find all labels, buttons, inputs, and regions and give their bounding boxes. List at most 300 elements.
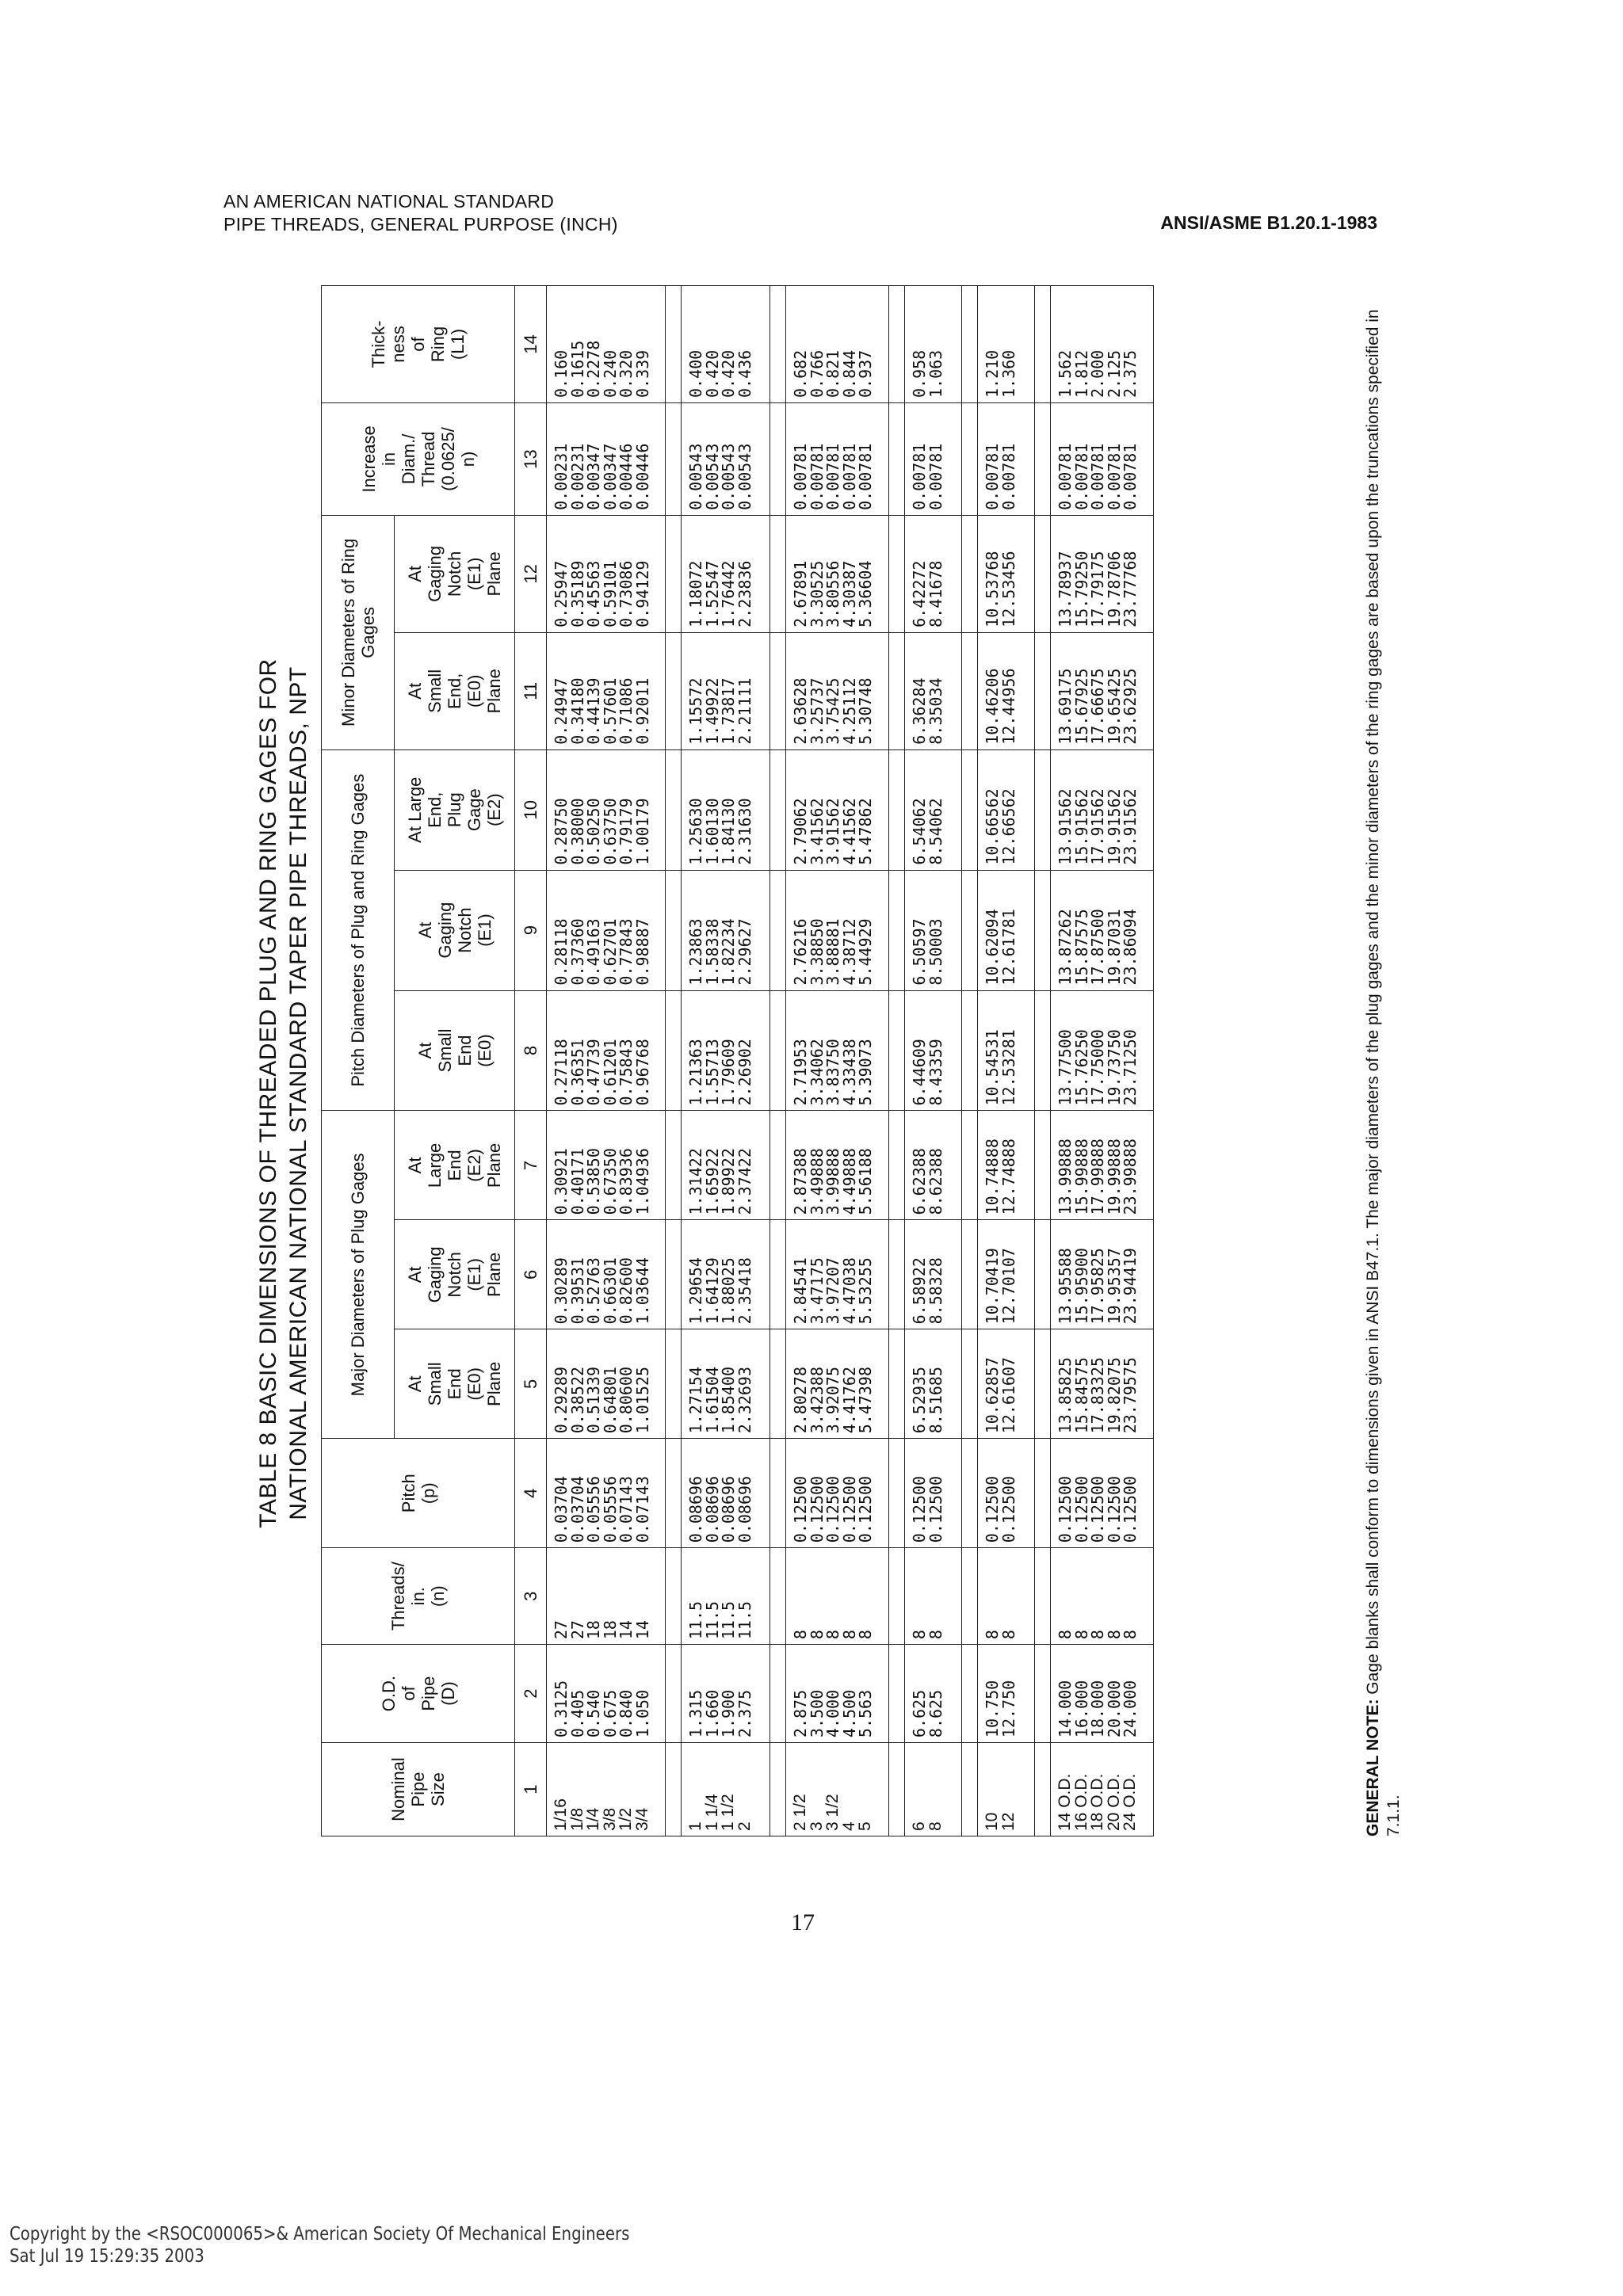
spacer-cell bbox=[962, 286, 978, 403]
cell-pd-e0 bbox=[978, 990, 1035, 1111]
col-header-13 bbox=[322, 403, 515, 516]
cell-value: 0.420 bbox=[702, 349, 722, 399]
cell-value: 0.937 bbox=[856, 349, 875, 399]
cell-value: 3.91562 bbox=[823, 798, 842, 865]
cell-maj-e1 bbox=[905, 1220, 962, 1329]
col-number-14: 14 bbox=[515, 286, 547, 403]
cell-value: 0.12500 bbox=[1121, 1475, 1140, 1543]
cell-value: 13.87262 bbox=[1056, 909, 1075, 986]
cell-value: 17.91562 bbox=[1088, 788, 1107, 865]
cell-value: 12.750 bbox=[999, 1680, 1018, 1738]
cell-value: 0.821 bbox=[823, 349, 842, 399]
table-row-group bbox=[682, 286, 770, 1836]
cell-value: 2.000 bbox=[1088, 349, 1107, 399]
cell-value: 14 bbox=[617, 1620, 636, 1640]
cell-value: 8 bbox=[1056, 1630, 1075, 1640]
cell-value: 0.05556 bbox=[600, 1475, 620, 1543]
col-number-8: 8 bbox=[515, 990, 547, 1111]
cell-value: 3 bbox=[807, 1821, 826, 1831]
col-header-1 bbox=[322, 1743, 515, 1836]
cell-value: 2.23836 bbox=[735, 560, 754, 627]
spacer-cell bbox=[770, 286, 786, 403]
cell-value: 0.320 bbox=[617, 349, 636, 399]
spacer-cell bbox=[1035, 1548, 1051, 1645]
cell-pd-e1 bbox=[1051, 870, 1154, 990]
cell-value: 0.12500 bbox=[926, 1475, 945, 1543]
cell-value: 6.50597 bbox=[910, 918, 929, 986]
header-label-line: in bbox=[378, 452, 399, 467]
cell-value: 19.91562 bbox=[1104, 788, 1124, 865]
spacer-cell bbox=[666, 1329, 682, 1439]
cell-value: 0.07143 bbox=[617, 1475, 636, 1543]
cell-value: 6.44609 bbox=[910, 1039, 929, 1106]
header-label-line: of bbox=[408, 337, 428, 352]
cell-value: 10.74888 bbox=[983, 1138, 1002, 1215]
cell-value: 13.85825 bbox=[1056, 1356, 1075, 1434]
header-label-line: Gage bbox=[464, 788, 484, 832]
header-label-line: Threads/ bbox=[388, 1562, 408, 1631]
cell-pitch bbox=[682, 1439, 770, 1548]
header-label-line: At bbox=[405, 1266, 425, 1283]
spacer-cell bbox=[962, 515, 978, 632]
cell-value: 0.47739 bbox=[584, 1039, 603, 1106]
spacer-cell bbox=[666, 515, 682, 632]
cell-value: 13.69175 bbox=[1056, 668, 1075, 745]
table-body bbox=[547, 286, 1154, 1836]
minor-diameter-group-header: Minor Diameters of Ring Gages bbox=[322, 515, 395, 749]
cell-value: 6.58922 bbox=[910, 1257, 929, 1325]
cell-value: 11.5 bbox=[702, 1600, 722, 1640]
header-label-line: End, bbox=[425, 791, 445, 828]
cell-value: 0.436 bbox=[735, 349, 754, 399]
cell-value: 8 bbox=[999, 1630, 1018, 1640]
cell-value: 0.3125 bbox=[552, 1680, 571, 1738]
spacer-cell bbox=[770, 632, 786, 749]
cell-value: 8.35034 bbox=[926, 677, 945, 745]
cell-incr bbox=[547, 403, 666, 516]
cell-value: 15.67925 bbox=[1071, 668, 1091, 745]
cell-pd-e0 bbox=[905, 990, 962, 1111]
cell-value: 11.5 bbox=[686, 1600, 705, 1640]
cell-value: 23.77768 bbox=[1121, 551, 1140, 627]
cell-value: 0.34180 bbox=[567, 677, 587, 745]
running-header bbox=[223, 190, 618, 236]
cell-value: 3.47175 bbox=[807, 1257, 827, 1325]
header-label-line: At bbox=[405, 565, 425, 582]
cell-value: 0.79179 bbox=[617, 798, 636, 865]
cell-value: 8 bbox=[1071, 1630, 1091, 1640]
cell-value: 23.94419 bbox=[1121, 1248, 1140, 1325]
spacer-cell bbox=[962, 1743, 978, 1836]
cell-value: 17.87500 bbox=[1088, 909, 1107, 986]
cell-value: 8 bbox=[791, 1630, 810, 1640]
spacer-cell bbox=[1035, 870, 1051, 990]
header-label-line: Gaging bbox=[425, 1246, 445, 1303]
cell-min-e0 bbox=[786, 632, 889, 749]
spacer-cell bbox=[962, 403, 978, 516]
cell-value: 8.41678 bbox=[926, 560, 945, 627]
cell-value: 5.47862 bbox=[856, 798, 875, 865]
spacer-cell bbox=[666, 749, 682, 870]
cell-value: 0.08696 bbox=[735, 1475, 754, 1543]
header-label-line: At bbox=[405, 1375, 425, 1393]
cell-value: 13.99888 bbox=[1056, 1138, 1075, 1215]
header-label-line: (E1) bbox=[474, 913, 495, 947]
header-label-line: Diam./ bbox=[398, 433, 418, 485]
cell-value: 1 1/4 bbox=[702, 1794, 721, 1831]
cell-value: 19.73750 bbox=[1104, 1029, 1124, 1106]
cell-value: 3.99888 bbox=[823, 1148, 842, 1215]
spacer-cell bbox=[962, 1439, 978, 1548]
cell-value: 0.50250 bbox=[584, 798, 603, 865]
cell-value: 1.360 bbox=[999, 349, 1018, 399]
cell-pd-e1 bbox=[905, 870, 962, 990]
cell-value: 0.94129 bbox=[632, 560, 652, 627]
header-label-line: (E0) bbox=[464, 674, 484, 708]
header-label-line: (D) bbox=[437, 1681, 458, 1706]
cell-value: 4.33438 bbox=[839, 1039, 859, 1106]
spacer-cell bbox=[1035, 1645, 1051, 1743]
cell-value: 0.28118 bbox=[552, 918, 571, 986]
cell-value: 0.27118 bbox=[552, 1039, 571, 1106]
header-label-line: Notch bbox=[454, 907, 475, 953]
cell-value: 0.400 bbox=[686, 349, 705, 399]
cell-value: 13.77500 bbox=[1056, 1029, 1075, 1106]
header-label-line: Size bbox=[428, 1772, 448, 1806]
cell-value: 0.53850 bbox=[584, 1148, 603, 1215]
col-number-1: 1 bbox=[515, 1743, 547, 1836]
cell-value: 0.25947 bbox=[552, 560, 571, 627]
cell-value: 19.78706 bbox=[1104, 551, 1124, 627]
cell-value: 0.12500 bbox=[1104, 1475, 1124, 1543]
cell-value: 8.54062 bbox=[926, 798, 945, 865]
spacer-cell bbox=[889, 749, 905, 870]
cell-value: 12.53456 bbox=[999, 551, 1018, 627]
cell-value: 27 bbox=[567, 1620, 587, 1640]
cell-value: 2.35418 bbox=[735, 1257, 754, 1325]
cell-value: 1.58338 bbox=[702, 918, 722, 986]
cell-pd-e0 bbox=[682, 990, 770, 1111]
cell-value: 0.82600 bbox=[617, 1257, 636, 1325]
cell-value: 1.00179 bbox=[632, 798, 652, 865]
cell-maj-e0 bbox=[978, 1329, 1035, 1439]
header-label-line: Ring bbox=[428, 326, 448, 363]
cell-value: 0.30921 bbox=[552, 1148, 571, 1215]
cell-value: 0.75843 bbox=[617, 1039, 636, 1106]
cell-value: 0.00543 bbox=[735, 443, 754, 510]
header-label-line: (L1) bbox=[448, 328, 468, 360]
cell-incr bbox=[682, 403, 770, 516]
spacer-cell bbox=[1035, 515, 1051, 632]
cell-value: 0.675 bbox=[600, 1689, 620, 1738]
cell-value: 2.80278 bbox=[791, 1367, 810, 1434]
cell-value: 3 1/2 bbox=[823, 1794, 842, 1831]
cell-incr bbox=[786, 403, 889, 516]
spacer-cell bbox=[889, 632, 905, 749]
cell-value: 23.79575 bbox=[1121, 1356, 1140, 1434]
cell-value: 0.00781 bbox=[1056, 443, 1075, 510]
cell-pd-e1 bbox=[978, 870, 1035, 990]
cell-value: 23.86094 bbox=[1121, 909, 1140, 986]
header-label-line: n) bbox=[457, 451, 478, 467]
header-label-line: Large bbox=[425, 1142, 445, 1188]
cell-value: 0.00446 bbox=[617, 443, 636, 510]
col-number-11: 11 bbox=[515, 632, 547, 749]
cell-value: 12.74888 bbox=[999, 1138, 1018, 1215]
cell-value: 3.42388 bbox=[807, 1367, 827, 1434]
gage-dimensions-table bbox=[321, 285, 1154, 1836]
header-label-line: End bbox=[454, 1035, 475, 1066]
cell-value: 19.65425 bbox=[1104, 668, 1124, 745]
header-label-line: End bbox=[445, 1368, 464, 1400]
cell-value: 8 bbox=[807, 1630, 827, 1640]
cell-value: 0.12500 bbox=[1088, 1475, 1107, 1543]
col-number-10: 10 bbox=[515, 749, 547, 870]
cell-value: 1/8 bbox=[567, 1807, 586, 1831]
spacer-cell bbox=[770, 1743, 786, 1836]
cell-value: 1.900 bbox=[719, 1689, 738, 1738]
cell-value: 12.61607 bbox=[999, 1356, 1018, 1434]
header-label-line: Thick- bbox=[369, 320, 388, 368]
col-header-8 bbox=[395, 990, 515, 1111]
cell-value: 10.70419 bbox=[983, 1248, 1002, 1325]
cell-value: 0.00781 bbox=[983, 443, 1002, 510]
spacer-cell bbox=[1035, 1329, 1051, 1439]
cell-od bbox=[547, 1645, 666, 1743]
spacer-cell bbox=[666, 1645, 682, 1743]
cell-thick bbox=[786, 286, 889, 403]
table-row-group bbox=[547, 286, 666, 1836]
cell-size bbox=[905, 1743, 962, 1836]
cell-pd-e2 bbox=[547, 749, 666, 870]
cell-value: 1 bbox=[686, 1821, 705, 1831]
cell-min-e0 bbox=[682, 632, 770, 749]
cell-od bbox=[1051, 1645, 1154, 1743]
cell-value: 1.15572 bbox=[686, 677, 705, 745]
col-number-7: 7 bbox=[515, 1111, 547, 1220]
cell-value: 0.12500 bbox=[1056, 1475, 1075, 1543]
cell-value: 0.36351 bbox=[567, 1039, 587, 1106]
header-label-line: (0.0625/ bbox=[437, 427, 458, 491]
spacer-cell bbox=[889, 1439, 905, 1548]
cell-value: 0.29289 bbox=[552, 1367, 571, 1434]
cell-pd-e1 bbox=[547, 870, 666, 990]
cell-pd-e0 bbox=[1051, 990, 1154, 1111]
spacer-cell bbox=[1035, 749, 1051, 870]
cell-value: 3.25737 bbox=[807, 677, 827, 745]
spacer-cell bbox=[962, 1220, 978, 1329]
cell-value: 4.30387 bbox=[839, 560, 859, 627]
group-header-row bbox=[322, 286, 395, 1836]
cell-value: 0.63750 bbox=[600, 798, 620, 865]
cell-value: 0.420 bbox=[719, 349, 738, 399]
cell-value: 11.5 bbox=[719, 1600, 738, 1640]
cell-value: 0.77843 bbox=[617, 918, 636, 986]
cell-maj-e2 bbox=[682, 1111, 770, 1220]
cell-value: 1.315 bbox=[686, 1689, 705, 1738]
cell-maj-e1 bbox=[978, 1220, 1035, 1329]
cell-thick bbox=[547, 286, 666, 403]
page-number: 17 bbox=[791, 1909, 815, 1936]
cell-value: 1.660 bbox=[702, 1689, 722, 1738]
cell-value: 2.37422 bbox=[735, 1148, 754, 1215]
header-label-line: At bbox=[414, 1042, 435, 1059]
cell-value: 2.63628 bbox=[791, 677, 810, 745]
cell-pd-e1 bbox=[786, 870, 889, 990]
cell-value: 8 bbox=[1121, 1630, 1140, 1640]
cell-maj-e1 bbox=[547, 1220, 666, 1329]
cell-value: 18 bbox=[600, 1620, 620, 1640]
cell-value: 6.42272 bbox=[910, 560, 929, 627]
cell-size bbox=[682, 1743, 770, 1836]
cell-value: 0.30289 bbox=[552, 1257, 571, 1325]
header-label-line: (E1) bbox=[464, 557, 484, 591]
col-header-7 bbox=[395, 1111, 515, 1220]
cell-value: 4.41762 bbox=[839, 1367, 859, 1434]
col-header-3 bbox=[322, 1548, 515, 1645]
spacer-cell bbox=[1035, 1220, 1051, 1329]
cell-value: 8.43359 bbox=[926, 1039, 945, 1106]
cell-size bbox=[978, 1743, 1035, 1836]
spacer-cell bbox=[1035, 1111, 1051, 1220]
cell-value: 0.52763 bbox=[584, 1257, 603, 1325]
header-label-line: (E1) bbox=[464, 1258, 484, 1291]
header-label-line: Pitch bbox=[398, 1474, 418, 1513]
col-number-6: 6 bbox=[515, 1220, 547, 1329]
spacer-cell bbox=[962, 749, 978, 870]
cell-value: 0.12500 bbox=[839, 1475, 859, 1543]
col-number-5: 5 bbox=[515, 1329, 547, 1439]
spacer-cell bbox=[666, 1548, 682, 1645]
cell-min-e0 bbox=[547, 632, 666, 749]
header-label-line: Pipe bbox=[418, 1676, 438, 1711]
cell-tpi bbox=[547, 1548, 666, 1645]
cell-value: 8 bbox=[1088, 1630, 1107, 1640]
cell-value: 8 bbox=[823, 1630, 842, 1640]
cell-value: 0.00781 bbox=[910, 443, 929, 510]
cell-value: 0.00446 bbox=[632, 443, 652, 510]
table-title bbox=[254, 285, 314, 1901]
header-label-line: Gaging bbox=[425, 545, 445, 602]
cell-value: 1.29654 bbox=[686, 1257, 705, 1325]
spacer-cell bbox=[889, 1743, 905, 1836]
cell-value: 17.79175 bbox=[1088, 551, 1107, 627]
column-number-row bbox=[515, 286, 547, 1836]
cell-value: 1.063 bbox=[926, 349, 945, 399]
cell-value: 0.00781 bbox=[1121, 443, 1140, 510]
cell-value: 0.2278 bbox=[584, 340, 603, 399]
cell-value: 2.125 bbox=[1104, 349, 1124, 399]
cell-min-e0 bbox=[905, 632, 962, 749]
cell-value: 0.00781 bbox=[807, 443, 827, 510]
spacer-cell bbox=[962, 1548, 978, 1645]
col-number-3: 3 bbox=[515, 1548, 547, 1645]
header-label-line: Thread bbox=[418, 431, 438, 487]
general-note-text: Gage blanks shall conform to dimensions given in ANSI B47.1. The major diameters of the plug gages and the minor diameters of the ring gages are based upon the truncations specified in 7.1.1. bbox=[1364, 309, 1403, 1836]
cell-value: 0.12500 bbox=[856, 1475, 875, 1543]
cell-value: 0.1615 bbox=[567, 340, 587, 399]
cell-value: 8 bbox=[983, 1630, 1002, 1640]
cell-value: 4.38712 bbox=[839, 918, 859, 986]
header-label-line: Plane bbox=[484, 1252, 504, 1298]
header-label-line: Plane bbox=[484, 551, 504, 597]
cell-maj-e2 bbox=[978, 1111, 1035, 1220]
cell-value: 0.28750 bbox=[552, 798, 571, 865]
spacer-cell bbox=[770, 403, 786, 516]
cell-value: 2.84541 bbox=[791, 1257, 810, 1325]
cell-tpi bbox=[978, 1548, 1035, 1645]
cell-value: 1.89922 bbox=[719, 1148, 738, 1215]
cell-value: 23.99888 bbox=[1121, 1138, 1140, 1215]
cell-value: 16 O.D. bbox=[1071, 1773, 1090, 1831]
cell-value: 0.12500 bbox=[1071, 1475, 1091, 1543]
spacer-cell bbox=[770, 1220, 786, 1329]
cell-value: 15.79250 bbox=[1071, 551, 1091, 627]
cell-value: 2.375 bbox=[1121, 349, 1140, 399]
cell-value: 0.37360 bbox=[567, 918, 587, 986]
cell-thick bbox=[978, 286, 1035, 403]
col-number-12: 12 bbox=[515, 515, 547, 632]
header-label-line: (E2) bbox=[464, 1149, 484, 1182]
cell-value: 10.62094 bbox=[983, 909, 1002, 986]
spacer-cell bbox=[666, 1111, 682, 1220]
cell-value: 6.36284 bbox=[910, 677, 929, 745]
header-label-line: of bbox=[398, 1686, 418, 1701]
rotated-table-page bbox=[254, 285, 1411, 1901]
spacer-cell bbox=[1035, 403, 1051, 516]
spacer-cell bbox=[770, 1645, 786, 1743]
cell-value: 4.49888 bbox=[839, 1148, 859, 1215]
spacer-cell bbox=[770, 1111, 786, 1220]
cell-value: 2 bbox=[735, 1821, 754, 1831]
cell-value: 8 bbox=[1104, 1630, 1124, 1640]
header-label-line: Increase bbox=[358, 425, 379, 493]
spacer-cell bbox=[770, 990, 786, 1111]
cell-value: 2.875 bbox=[791, 1689, 810, 1738]
group-spacer-row bbox=[666, 286, 682, 1836]
spacer-cell bbox=[889, 1220, 905, 1329]
cell-value: 14.000 bbox=[1056, 1680, 1075, 1738]
cell-value: 18.000 bbox=[1088, 1680, 1107, 1738]
cell-value: 8.58328 bbox=[926, 1257, 945, 1325]
cell-min-e1 bbox=[905, 515, 962, 632]
cell-value: 5.44929 bbox=[856, 918, 875, 986]
cell-maj-e0 bbox=[547, 1329, 666, 1439]
spacer-cell bbox=[962, 1645, 978, 1743]
cell-value: 0.12500 bbox=[791, 1475, 810, 1543]
header-label-line: Nominal bbox=[388, 1757, 408, 1821]
cell-value: 1.25630 bbox=[686, 798, 705, 865]
spacer-cell bbox=[889, 1111, 905, 1220]
cell-maj-e0 bbox=[905, 1329, 962, 1439]
cell-pd-e0 bbox=[786, 990, 889, 1111]
cell-value: 19.99888 bbox=[1104, 1138, 1124, 1215]
cell-value: 5.39073 bbox=[856, 1039, 875, 1106]
cell-value: 0.98887 bbox=[632, 918, 652, 986]
cell-value: 20 O.D. bbox=[1104, 1773, 1123, 1831]
cell-maj-e0 bbox=[786, 1329, 889, 1439]
cell-value: 0.00781 bbox=[856, 443, 875, 510]
cell-value: 0.08696 bbox=[719, 1475, 738, 1543]
cell-value: 3.34062 bbox=[807, 1039, 827, 1106]
cell-value: 0.00543 bbox=[702, 443, 722, 510]
cell-value: 1/4 bbox=[584, 1807, 602, 1831]
cell-value: 10 bbox=[983, 1812, 1001, 1831]
cell-value: 3.49888 bbox=[807, 1148, 827, 1215]
cell-value: 6.52935 bbox=[910, 1367, 929, 1434]
cell-min-e0 bbox=[978, 632, 1035, 749]
header-label-line: in. bbox=[408, 1587, 428, 1606]
